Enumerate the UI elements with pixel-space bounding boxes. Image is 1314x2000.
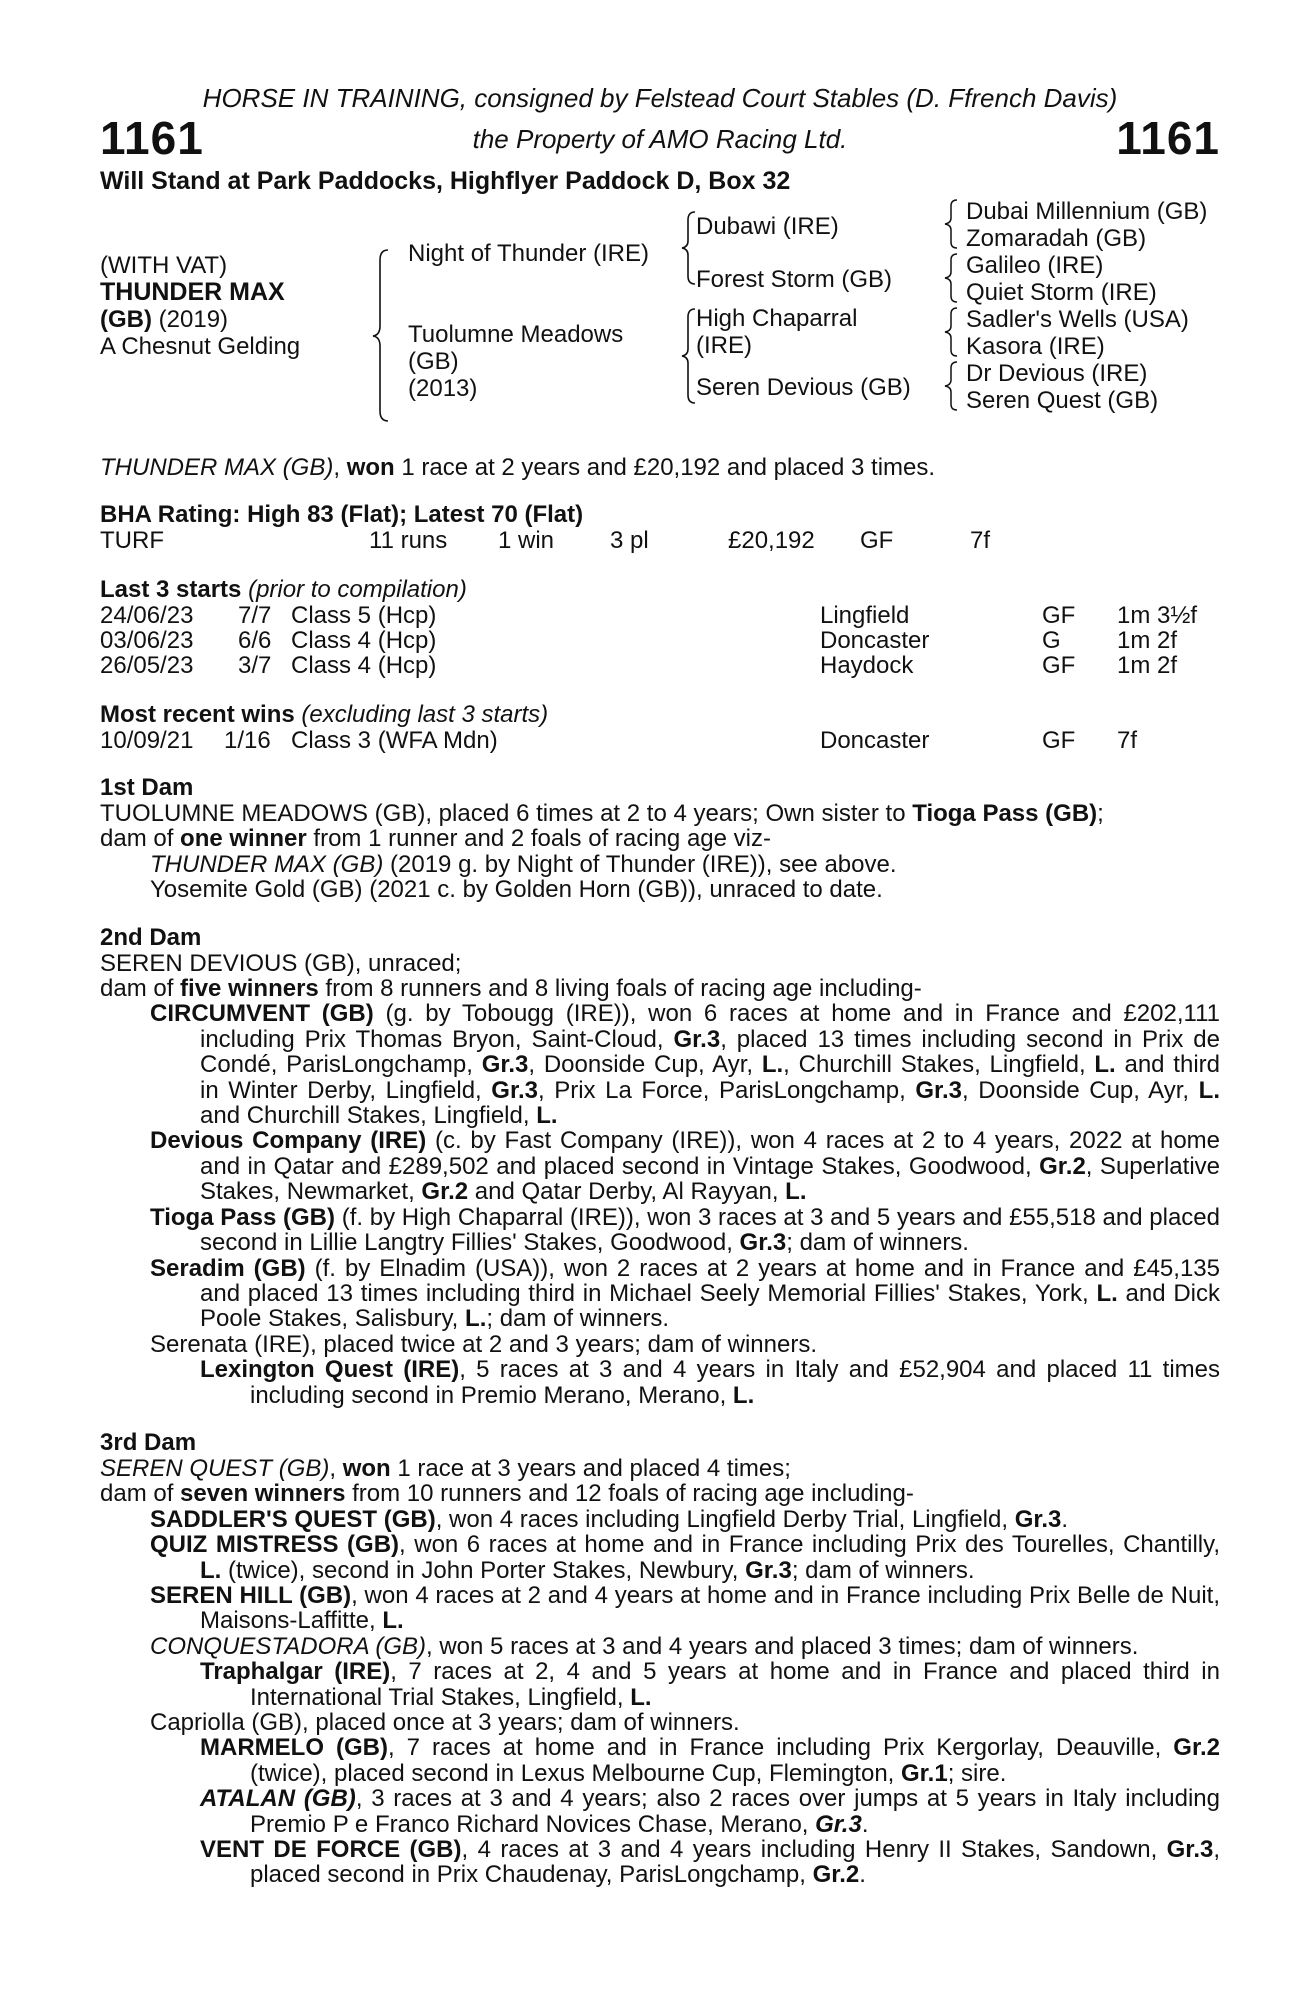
dam-line3: (2013) xyxy=(408,375,478,402)
start-row: 24/06/23 7/7 Class 5 (Hcp) Lingfield GF 1m 3½f xyxy=(100,602,1198,629)
gg-ssd: Zomaradah (GB) xyxy=(966,225,1147,252)
produce-item: QUIZ MISTRESS (GB), won 6 races at home and in France including Prix des Tourelles, Chantilly, L. (twice), second in John Porter Stakes, Newbury, Gr.3; dam of winners. xyxy=(150,1531,1220,1584)
produce-item: SADDLER'S QUEST (GB), won 4 races including Lingfield Derby Trial, Lingfield, Gr.3. xyxy=(150,1505,1069,1533)
lot-number-right: 1161 xyxy=(1116,112,1220,164)
dam-line2: (GB) xyxy=(408,348,459,375)
consignment-line: HORSE IN TRAINING, consigned by Felstead Court Stables (D. Ffrench Davis) xyxy=(202,83,1118,113)
last-3-starts xyxy=(100,577,1220,678)
vat-note: (WITH VAT) xyxy=(100,252,228,279)
produce-item: MARMELO (GB), 7 races at home and in France including Prix Kergorlay, Deauville, Gr.2 (twice), placed second in Lexus Melbourne Cup, Flemington, Gr.1; sire. xyxy=(200,1734,1220,1787)
produce-item: CONQUESTADORA (GB), won 5 races at 3 and 4 years and placed 3 times; dam of winners. xyxy=(150,1632,1139,1660)
pedigree-table xyxy=(100,200,1220,432)
most-recent-wins xyxy=(100,702,1220,753)
produce-item: Capriolla (GB), placed once at 3 years; dam of winners. xyxy=(150,1709,740,1736)
third-dam-heading: 3rd Dam xyxy=(100,1428,197,1456)
produce-item: Traphalgar (IRE), 7 races at 2, 4 and 5 years at home and in France and placed third in International Trial Stakes, Lingfield, L. xyxy=(200,1658,1220,1711)
brace-main xyxy=(370,248,392,423)
second-dam-text: SEREN DEVIOUS (GB), unraced; xyxy=(100,949,462,977)
gg-sss: Dubai Millennium (GB) xyxy=(966,198,1208,225)
produce-item: Serenata (IRE), placed twice at 2 and 3 years; dam of winners. xyxy=(150,1330,817,1358)
dam-line1: Tuolumne Meadows xyxy=(408,321,624,348)
stand-location: Will Stand at Park Paddocks, Highflyer Paddock D, Box 32 xyxy=(100,167,791,195)
produce-item: Seradim (GB) (f. by Elnadim (USA)), won 2 races at 2 years at home and in France and £45,135 and placed 13 times including third in Michael Seely Memorial Fillies' Stakes, York, L. and Dick Poole Stakes, Salisbury, L.; dam of winners. xyxy=(150,1254,1220,1333)
race-summary: THUNDER MAX (GB), won 1 race at 2 years and £20,192 and placed 3 times. xyxy=(100,454,936,481)
produce-item: VENT DE FORCE (GB), 4 races at 3 and 4 years including Henry II Stakes, Sandown, Gr.3, placed second in Prix Chaudenay, ParisLongchamp, Gr.2. xyxy=(200,1836,1221,1889)
sire-dam: Forest Storm (GB) xyxy=(696,266,893,293)
horse-name: THUNDER MAX xyxy=(100,278,285,306)
third-dam-produce: dam of seven winners from 10 runners and 12 foals of racing age including- xyxy=(100,1480,914,1508)
bha-heading: BHA Rating: High 83 (Flat); Latest 70 (Flat) xyxy=(100,501,584,528)
horse-name-line2: (GB) (2019) xyxy=(100,306,229,333)
dam-sire-line1: High Chaparral xyxy=(696,305,858,332)
start-row: 03/06/23 6/6 Class 4 (Hcp) Doncaster G 1m 2f xyxy=(100,627,1178,654)
produce-item: SEREN HILL (GB), won 4 races at 2 and 4 years at home and in France including Prix Belle de Nuit, Maisons-Laffitte, L. xyxy=(150,1581,1220,1635)
turf-record: TURF 11 runs 1 win 3 pl £20,192 GF 7f xyxy=(100,527,991,554)
produce-item: CIRCUMVENT (GB) (g. by Tobougg (IRE)), won 6 races at home and in France and £202,111 including Prix Thomas Bryon, Saint-Cloud, Gr.3, placed 13 times including second in Prix de Condé, ParisLongchamp, Gr.3, Doonside Cup, Ayr, L., Churchill Stakes, Lingfield, L. and third in Winter Derby, Lingfield, Gr.3, Prix La Force, ParisLongchamp, Gr.3, Doonside Cup, Ayr, L. and Churchill Stakes, Lingfield, L. xyxy=(150,1000,1220,1130)
sire-sire: Dubawi (IRE) xyxy=(696,213,839,240)
gg-dss: Sadler's Wells (USA) xyxy=(966,306,1189,333)
first-dam-heading: 1st Dam xyxy=(100,774,194,801)
third-dam-text: SEREN QUEST (GB), won 1 race at 3 years and placed 4 times; xyxy=(100,1454,791,1482)
first-dam-text: TUOLUMNE MEADOWS (GB), placed 6 times at 2 to 4 years; Own sister to Tioga Pass (GB); xyxy=(100,800,1104,827)
brace-ss xyxy=(943,198,959,250)
win-row: 10/09/21 1/16 Class 3 (WFA Mdn) Doncaster GF 7f xyxy=(100,727,1138,754)
last3-heading: Last 3 starts (prior to compilation) xyxy=(100,576,467,603)
gg-ddd: Seren Quest (GB) xyxy=(966,387,1159,414)
produce-item: THUNDER MAX (GB) (2019 g. by Night of Thunder (IRE)), see above. xyxy=(150,850,897,878)
start-row: 26/05/23 3/7 Class 4 (Hcp) Haydock GF 1m 2f xyxy=(100,652,1178,679)
gg-dds: Dr Devious (IRE) xyxy=(966,360,1148,387)
recent-heading: Most recent wins (excluding last 3 starts) xyxy=(100,701,549,728)
sire: Night of Thunder (IRE) xyxy=(408,240,649,267)
produce-item: Yosemite Gold (GB) (2021 c. by Golden Horn (GB)), unraced to date. xyxy=(150,876,883,904)
brace-ds xyxy=(943,306,959,358)
dam-sire-line2: (IRE) xyxy=(696,332,752,359)
dam-dam: Seren Devious (GB) xyxy=(696,374,911,401)
gg-sds: Galileo (IRE) xyxy=(966,252,1104,279)
property-line: the Property of AMO Racing Ltd. xyxy=(472,124,848,154)
bha-rating xyxy=(100,502,1220,553)
lot-number-left: 1161 xyxy=(100,112,204,164)
produce-item: Lexington Quest (IRE), 5 races at 3 and 4 years in Italy and £52,904 and placed 11 times including second in Premio Merano, Merano, L. xyxy=(200,1356,1220,1409)
gg-dsd: Kasora (IRE) xyxy=(966,333,1105,360)
lot-row xyxy=(100,114,1220,162)
gg-sdd: Quiet Storm (IRE) xyxy=(966,279,1157,306)
produce-item: Devious Company (IRE) (c. by Fast Company (IRE)), won 4 races at 2 to 4 years, 2022 at home and in Qatar and £289,502 and placed second in Vintage Stakes, Goodwood, Gr.2, Superlative Stakes, Newmarket, Gr.2 and Qatar Derby, Al Rayyan, L. xyxy=(150,1127,1221,1206)
produce-item: ATALAN (GB), 3 races at 3 and 4 years; also 2 races over jumps at 5 years in Italy including Premio P e Franco Richard Novices Chase, Merano, Gr.3. xyxy=(200,1785,1220,1838)
horse-description: A Chesnut Gelding xyxy=(100,333,301,360)
second-dam-heading: 2nd Dam xyxy=(100,923,202,951)
first-dam-produce: dam of one winner from 1 runner and 2 foals of racing age viz- xyxy=(100,825,771,853)
second-dam-produce: dam of five winners from 8 runners and 8 living foals of racing age including- xyxy=(100,975,922,1003)
brace-sd xyxy=(943,252,959,304)
brace-dd xyxy=(943,360,959,412)
produce-item: Tioga Pass (GB) (f. by High Chaparral (IRE)), won 3 races at 3 and 5 years and £55,518 and placed second in Lillie Langtry Fillies' Stakes, Goodwood, Gr.3; dam of winners. xyxy=(150,1203,1220,1257)
catalogue-page xyxy=(100,82,1220,1888)
